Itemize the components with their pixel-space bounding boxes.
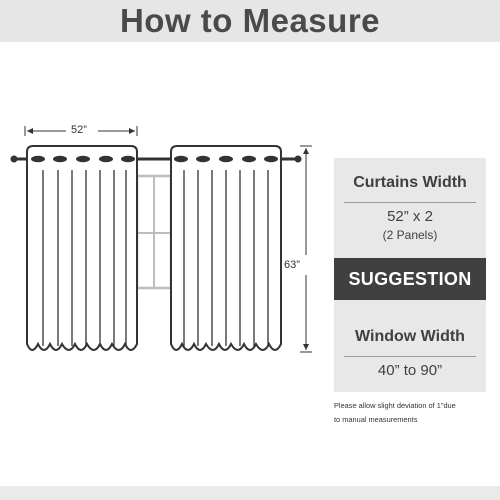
page-title: How to Measure [119, 2, 381, 39]
right-curtain-panel [171, 146, 281, 350]
window-width-title: Window Width [355, 328, 465, 345]
divider [344, 202, 476, 203]
info-panel [334, 158, 486, 392]
suggestion-banner: SUGGESTION [334, 258, 486, 300]
height-label: 63” [284, 259, 300, 271]
width-label: 52” [71, 124, 87, 136]
window-width-value: 40” to 90” [377, 362, 443, 379]
curtains-width-value: 52” x 2 [387, 208, 433, 225]
height-dimension [300, 146, 312, 352]
note-line-2: to manual measurements [334, 415, 418, 424]
footer-bar [0, 486, 500, 500]
curtains-width-title: Curtains Width [353, 174, 467, 191]
left-curtain-panel [27, 146, 137, 350]
window-frame [137, 176, 171, 288]
divider [344, 356, 476, 357]
deviation-note [334, 399, 494, 427]
curtains-width-panels: (2 Panels) [382, 228, 438, 242]
note-line-1: Please allow slight deviation of 1"due [334, 401, 456, 410]
